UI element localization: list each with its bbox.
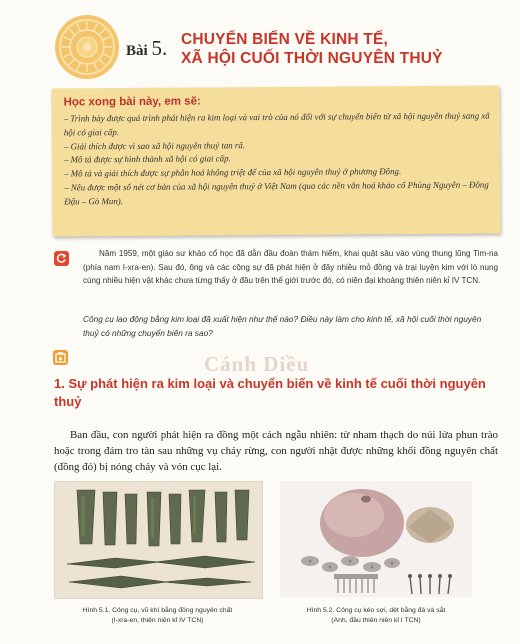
lesson-title-line2: XÃ HỘI CUỐI THỜI NGUYÊN THUỶ bbox=[181, 50, 443, 67]
objectives-list bbox=[64, 109, 495, 209]
figure-caption bbox=[54, 606, 261, 625]
caption-line: (I-xra-en, thiên niên kỉ IV TCN) bbox=[111, 616, 204, 624]
objectives-heading: Học xong bài này, em sẽ: bbox=[63, 95, 201, 109]
lesson-title bbox=[181, 30, 443, 68]
section-body: Ban đầu, con người phát hiện ra đồng một cách ngẫu nhiên: từ nham thạch do núi lửa phun trào hoặc trong đám tro tàn sau những vụ cháy rừng, con người nhặt được những khối đồng nguyên chất (đồng đỏ) bị nóng chảy và vón cục lại. bbox=[54, 429, 498, 473]
lesson-medallion-logo bbox=[54, 14, 120, 80]
caption-line: (Anh, đầu thiên niên kỉ I TCN) bbox=[331, 616, 421, 624]
lesson-number bbox=[126, 36, 167, 61]
figure-caption bbox=[280, 606, 472, 625]
objective-item: – Mô tả và giải thích được sự phân hoá không triệt để của xã hội nguyên thuỷ ở phương Đông. bbox=[64, 166, 402, 179]
caption-line: Hình 5.1. Công cụ, vũ khí bằng đồng nguyên chất bbox=[82, 607, 233, 614]
lesson-number-value: 5. bbox=[151, 36, 168, 60]
figure-spinning-tools bbox=[280, 481, 472, 597]
caption-line: Hình 5.2. Công cụ kéo sợi, dệt bằng đá và sắt bbox=[306, 607, 446, 614]
explore-activity-icon bbox=[53, 350, 68, 365]
objective-item: – Trình bày được quá trình phát hiện ra kim loại và vai trò của nó đối với sự chuyển biến từ xã hội nguyên thuỷ sang xã hội có giai cấp. bbox=[63, 110, 490, 138]
lesson-title-line1: CHUYỂN BIẾN VỀ KINH TẾ, bbox=[181, 31, 388, 48]
section-heading: 1. Sự phát hiện ra kim loại và chuyển biến về kinh tế cuối thời nguyên thuỷ bbox=[54, 376, 486, 409]
lesson-label: Bài bbox=[126, 43, 148, 59]
objective-item: – Nêu được một số nét cơ bản của xã hội nguyên thuỷ ở Việt Nam (qua các nền văn hoá khảo cổ Phùng Nguyên – Đồng Đậu – Gò Mun). bbox=[64, 179, 489, 207]
intro-paragraph: Năm 1959, một giáo sư khảo cổ học đã dẫn đầu đoàn thám hiểm, khai quật sâu vào vùng thung lũng Tim-na (phía nam I-xra-en). Sau đó, ông và các cộng sự đã phát hiện ở đây nhiều mỏ đồng và trại luyện kim với lò nung cùng nhiều hiện vật khác chưa từng thấy ở đâu trên thế giới trước đó, có niên đại khoảng thiên niên kỉ IV TCN. bbox=[83, 249, 498, 286]
start-activity-icon bbox=[54, 251, 69, 266]
figure-copper-tools bbox=[54, 481, 263, 599]
publisher-watermark: Cánh Diều bbox=[204, 352, 310, 376]
spinning-tools-image bbox=[280, 481, 472, 597]
learning-objectives-box bbox=[51, 85, 500, 236]
objective-item: – Giải thích được vì sao xã hội nguyên thuỷ tan rã. bbox=[63, 139, 246, 152]
intro-question: Công cụ lao động bằng kim loại đã xuất hiện như thế nào? Điều này làm cho kinh tế, xã hội cuối thời nguyên thuỷ có những chuyển biến ra sao? bbox=[83, 314, 482, 338]
copper-tools-image bbox=[55, 482, 262, 598]
objective-item: – Mô tả được sự hình thành xã hội có giai cấp. bbox=[63, 153, 231, 165]
